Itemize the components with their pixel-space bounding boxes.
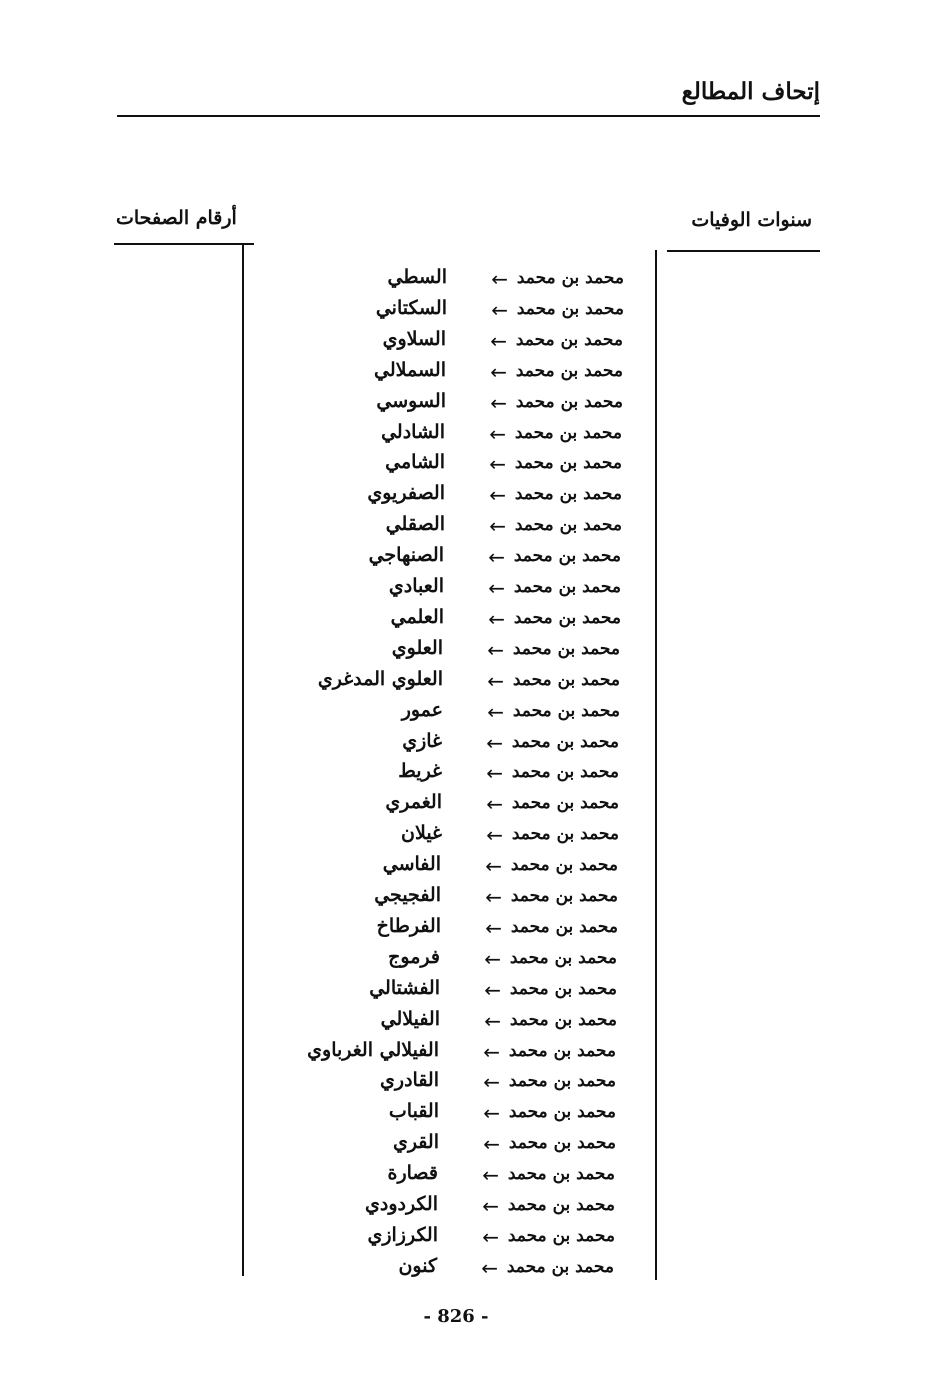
entry-nisba: الفاسي	[382, 853, 441, 876]
entry-nisba: فرموج	[388, 945, 440, 968]
entry-name: محمد بن محمد	[514, 453, 622, 474]
left-arrow-icon: ←	[489, 483, 506, 508]
left-arrow-icon: ←	[489, 514, 506, 539]
entry-name: محمد بن محمد	[514, 484, 622, 505]
entry-nisba: العلوي	[391, 636, 443, 659]
entry-name: محمد بن محمد	[513, 546, 621, 567]
death-years-bracket-top	[667, 250, 820, 252]
entry-name: محمد بن محمد	[511, 824, 619, 845]
left-arrow-icon: ←	[483, 1070, 500, 1095]
entry-name: محمد بن محمد	[513, 577, 621, 597]
entry-name: محمد بن محمد	[516, 268, 624, 288]
entry-row	[255, 730, 655, 760]
entry-name: محمد بن محمد	[512, 700, 620, 721]
entry-nisba: السملالي	[374, 358, 446, 381]
entry-row	[258, 421, 658, 451]
entry-nisba: عمور	[401, 698, 443, 721]
left-arrow-icon: ←	[485, 915, 502, 940]
entry-row	[250, 1255, 650, 1285]
entry-name: محمد بن محمد	[515, 391, 623, 412]
entry-nisba: السطي	[387, 266, 447, 288]
page-numbers-column-heading: أرقام الصفحات	[116, 207, 237, 229]
entry-nisba: السكتاني	[375, 296, 447, 319]
entry-name: محمد بن محمد	[510, 916, 618, 937]
entry-name: محمد بن محمد	[510, 886, 618, 906]
entry-name: محمد بن محمد	[510, 855, 618, 876]
entry-nisba: السوسي	[376, 389, 446, 412]
entry-nisba: العبادي	[388, 575, 444, 597]
entry-name: محمد بن محمد	[516, 298, 624, 319]
entry-row	[260, 266, 660, 296]
entry-name: محمد بن محمد	[507, 1164, 615, 1185]
entry-row	[252, 1069, 652, 1099]
entry-row	[253, 977, 653, 1007]
entry-row	[252, 1100, 652, 1130]
entry-nisba: السلاوي	[382, 327, 446, 350]
entry-name: محمد بن محمد	[513, 607, 621, 628]
left-arrow-icon: ←	[487, 699, 504, 724]
entry-row	[251, 1224, 651, 1254]
entry-row	[255, 760, 655, 790]
entry-nisba: الفشتالي	[369, 976, 440, 999]
entry-nisba: الغمري	[385, 791, 442, 814]
entry-nisba: القادري	[380, 1069, 439, 1092]
entry-name: محمد بن محمد	[509, 978, 617, 999]
left-arrow-icon: ←	[490, 359, 507, 384]
left-arrow-icon: ←	[486, 792, 503, 817]
entry-row	[260, 297, 660, 327]
left-arrow-icon: ←	[486, 761, 503, 786]
entry-nisba: العلوي المدغري	[317, 667, 443, 690]
running-title: إتحاف المطالع	[681, 78, 820, 105]
entry-name: محمد بن محمد	[508, 1040, 616, 1061]
entry-nisba: القري	[392, 1131, 439, 1154]
entry-row	[253, 1008, 653, 1038]
entry-nisba: غيلان	[401, 822, 442, 845]
entry-name: محمد بن محمد	[514, 422, 622, 443]
left-arrow-icon: ←	[490, 390, 507, 415]
left-arrow-icon: ←	[491, 297, 508, 322]
entry-nisba: الفيلالي الغرباوي	[307, 1038, 439, 1061]
entry-nisba: القباب	[388, 1100, 439, 1123]
left-arrow-icon: ←	[489, 452, 506, 477]
entry-name: محمد بن محمد	[506, 1256, 614, 1277]
left-arrow-icon: ←	[483, 1039, 500, 1064]
entry-row	[252, 1131, 652, 1161]
left-arrow-icon: ←	[483, 1101, 500, 1126]
entry-row	[255, 822, 655, 852]
entry-nisba: الكردودي	[364, 1193, 438, 1215]
entry-row	[257, 575, 657, 605]
entry-nisba: الكرزازي	[367, 1223, 438, 1246]
page-numbers-bracket-side	[242, 243, 244, 1276]
left-arrow-icon: ←	[482, 1224, 499, 1249]
left-arrow-icon: ←	[485, 854, 502, 879]
entry-nisba: الصنهاجي	[368, 544, 444, 567]
left-arrow-icon: ←	[489, 421, 506, 446]
page-number: - 826 -	[423, 1306, 489, 1327]
entry-name: محمد بن محمد	[515, 360, 623, 381]
entry-name: محمد بن محمد	[509, 1009, 617, 1030]
left-arrow-icon: ←	[488, 545, 505, 570]
entry-row	[258, 513, 658, 543]
entry-nisba: الشادلي	[381, 420, 445, 443]
entry-row	[255, 791, 655, 821]
entry-row	[256, 699, 656, 729]
entry-nisba: كنون	[398, 1254, 437, 1277]
entry-row	[253, 946, 653, 976]
left-arrow-icon: ←	[486, 823, 503, 848]
entry-row	[252, 1039, 652, 1069]
left-arrow-icon: ←	[481, 1255, 498, 1280]
entry-nisba: الشامي	[385, 451, 445, 474]
entry-nisba: العلمي	[390, 605, 444, 628]
entry-name: محمد بن محمد	[508, 1102, 616, 1123]
entry-row	[251, 1193, 651, 1223]
left-arrow-icon: ←	[482, 1194, 499, 1218]
entry-row	[254, 915, 654, 945]
entry-name: محمد بن محمد	[507, 1225, 615, 1246]
entry-row	[259, 390, 659, 420]
entry-row	[256, 637, 656, 667]
entry-name: محمد بن محمد	[515, 329, 623, 350]
name-entries-list	[260, 266, 660, 1286]
left-arrow-icon: ←	[484, 946, 501, 971]
left-arrow-icon: ←	[491, 267, 508, 291]
entry-row	[258, 451, 658, 481]
entry-row	[254, 884, 654, 914]
entry-row	[258, 482, 658, 512]
entry-row	[259, 328, 659, 358]
entry-name: محمد بن محمد	[512, 638, 620, 659]
entry-name: محمد بن محمد	[511, 793, 619, 814]
left-arrow-icon: ←	[484, 1008, 501, 1033]
entry-row	[259, 359, 659, 389]
entry-row	[254, 853, 654, 883]
left-arrow-icon: ←	[483, 1132, 500, 1157]
entry-row	[251, 1162, 651, 1192]
left-arrow-icon: ←	[486, 730, 503, 755]
entry-name: محمد بن محمد	[511, 762, 619, 783]
entry-nisba: الفجيجي	[374, 884, 441, 906]
entry-row	[257, 544, 657, 574]
entry-name: محمد بن محمد	[511, 731, 619, 752]
entry-name: محمد بن محمد	[514, 515, 622, 536]
entry-name: محمد بن محمد	[509, 947, 617, 968]
entry-nisba: غازي	[402, 729, 442, 752]
entry-nisba: الفيلالي	[380, 1007, 440, 1030]
header-rule	[117, 115, 820, 117]
entry-nisba: الفرطاخ	[376, 914, 441, 937]
entry-row	[257, 606, 657, 636]
entry-nisba: الصقلي	[385, 513, 445, 536]
entry-nisba: الصفريوي	[367, 482, 445, 505]
entry-name: محمد بن محمد	[508, 1071, 616, 1092]
entry-name: محمد بن محمد	[507, 1195, 615, 1215]
left-arrow-icon: ←	[484, 977, 501, 1002]
entry-nisba: غريط	[398, 760, 442, 783]
entry-nisba: قصارة	[387, 1162, 438, 1185]
entry-name: محمد بن محمد	[512, 669, 620, 690]
left-arrow-icon: ←	[487, 637, 504, 662]
left-arrow-icon: ←	[485, 885, 502, 909]
entry-row	[256, 668, 656, 698]
entry-name: محمد بن محمد	[508, 1133, 616, 1154]
left-arrow-icon: ←	[487, 668, 504, 693]
page-numbers-bracket-top	[114, 243, 254, 245]
death-years-column-heading: سنوات الوفيات	[691, 209, 812, 231]
left-arrow-icon: ←	[488, 606, 505, 631]
left-arrow-icon: ←	[482, 1163, 499, 1188]
left-arrow-icon: ←	[488, 576, 505, 600]
left-arrow-icon: ←	[490, 328, 507, 353]
